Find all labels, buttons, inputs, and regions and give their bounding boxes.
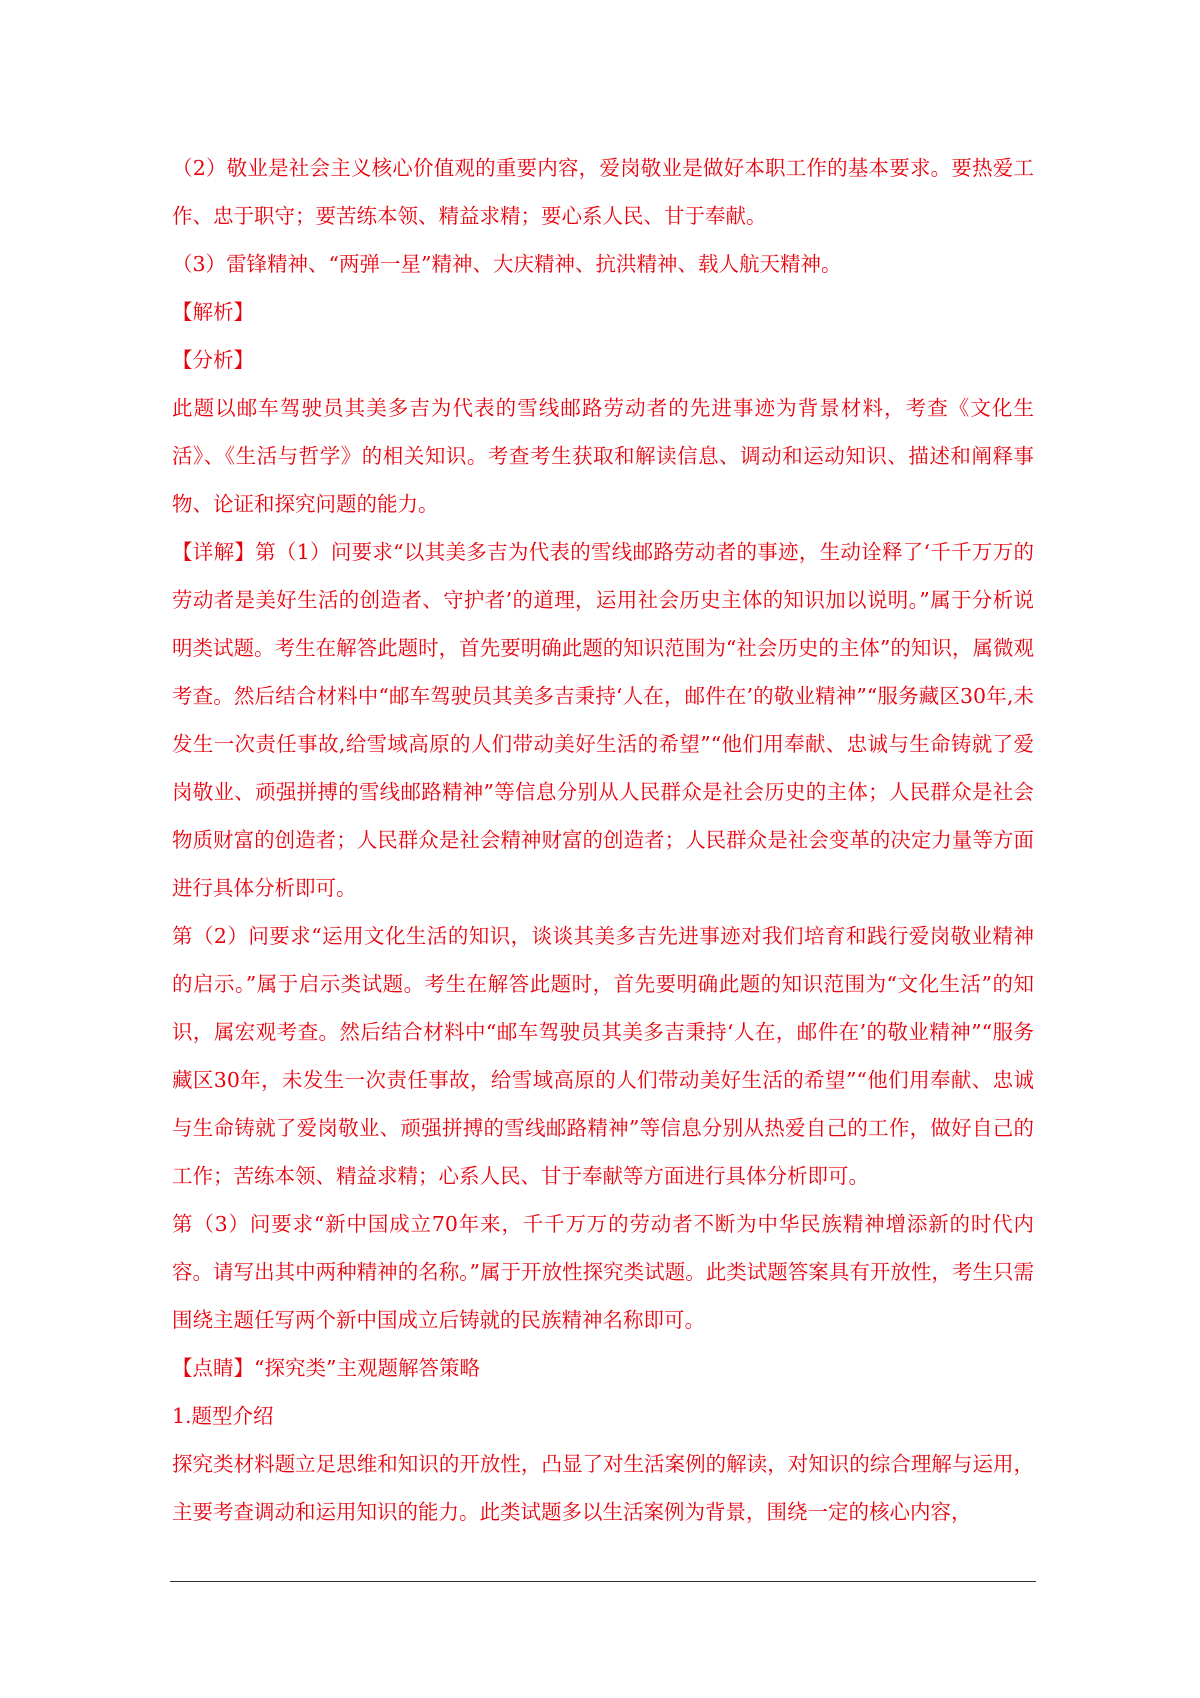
answer-part-3: （3）雷锋精神、“两弹一星”精神、大庆精神、抗洪精神、载人航天精神。	[172, 252, 842, 276]
question-type-paragraph: 探究类材料题立足思维和知识的开放性，凸显了对生活案例的解读，对知识的综合理解与运用，主要考查调动和运用知识的能力。此类试题多以生活案例为背景，围绕一定的核心内容，	[172, 1452, 1034, 1524]
section-heading-fenxi: 【分析】	[172, 348, 254, 372]
analysis-paragraph: 此题以邮车驾驶员其美多吉为代表的雪线邮路劳动者的先进事迹为背景材料，考查《文化生活》、《生活与哲学》的相关知识。考查考生获取和解读信息、调动和运动知识、描述和阐释事物、论证和探究问题的能力。	[172, 396, 1034, 516]
section-heading-jiexi: 【解析】	[172, 300, 254, 324]
answer-part-2: （2）敬业是社会主义核心价值观的重要内容，爱岗敬业是做好本职工作的基本要求。要热爱工作、忠于职守；要苦练本领、精益求精；要心系人民、甘于奉献。	[172, 156, 1034, 228]
detail-question-1: 【详解】第（1）问要求“以其美多吉为代表的雪线邮路劳动者的事迹，生动诠释了‘千千万万的劳动者是美好生活的创造者、守护者’的道理，运用社会历史主体的知识加以说明。”属于分析说明类试题。考生在解答此题时，首先要明确此题的知识范围为“社会历史的主体”的知识，属微观考查。然后结合材料中“邮车驾驶员其美多吉秉持‘人在，邮件在’的敬业精神”“服务藏区30年,未发生一次责任事故,给雪域高原的人们带动美好生活的希望”“他们用奉献、忠诚与生命铸就了爱岗敬业、顽强拼搏的雪线邮路精神”等信息分别从人民群众是社会历史的主体；人民群众是社会物质财富的创造者；人民群众是社会精神财富的创造者；人民群众是社会变革的决定力量等方面进行具体分析即可。	[172, 540, 1034, 900]
footer-divider	[170, 1581, 1036, 1582]
detail-question-2: 第（2）问要求“运用文化生活的知识，谈谈其美多吉先进事迹对我们培育和践行爱岗敬业精神的启示。”属于启示类试题。考生在解答此题时，首先要明确此题的知识范围为“文化生活”的知识，属宏观考查。然后结合材料中“邮车驾驶员其美多吉秉持‘人在，邮件在’的敬业精神”“服务藏区30年，未发生一次责任事故，给雪域高原的人们带动美好生活的希望”“他们用奉献、忠诚与生命铸就了爱岗敬业、顽强拼搏的雪线邮路精神”等信息分别从热爱自己的工作，做好自己的工作；苦练本领、精益求精；心系人民、甘于奉献等方面进行具体分析即可。	[172, 924, 1034, 1188]
document-body	[172, 144, 1034, 1536]
detail-question-3: 第（3）问要求“新中国成立70年来，千千万万的劳动者不断为中华民族精神增添新的时代内容。请写出其中两种精神的名称。”属于开放性探究类试题。此类试题答案具有开放性，考生只需围绕主题任写两个新中国成立后铸就的民族精神名称即可。	[172, 1212, 1034, 1332]
subheading-question-type: 1.题型介绍	[172, 1404, 274, 1428]
section-heading-dianjing: 【点睛】“探究类”主观题解答策略	[172, 1356, 480, 1380]
